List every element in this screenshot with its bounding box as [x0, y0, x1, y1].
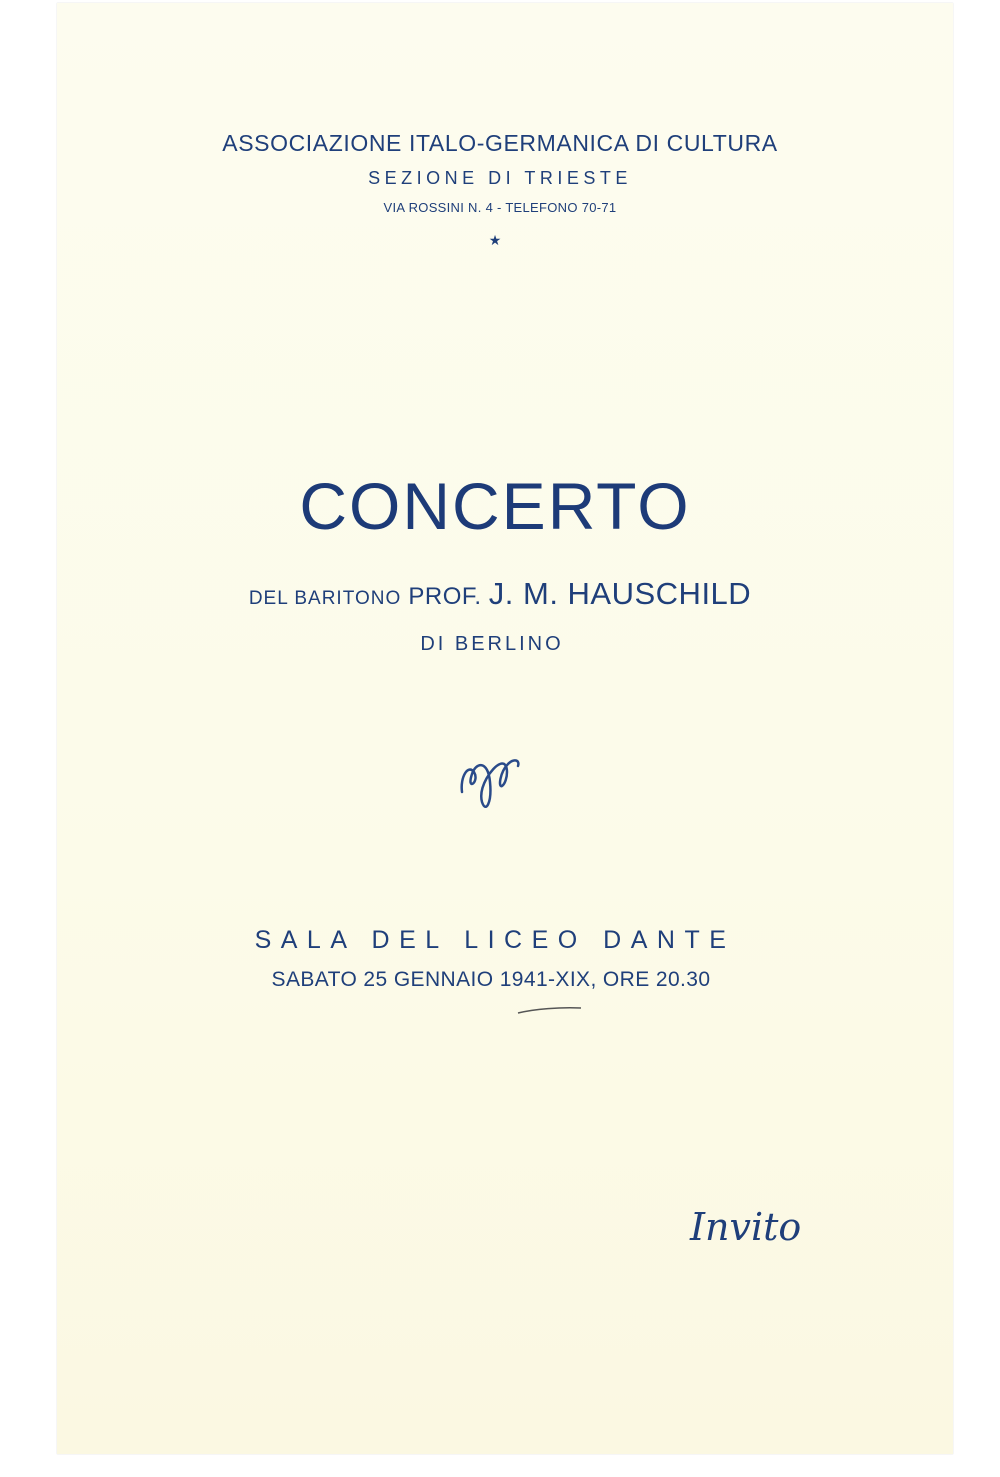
organization-name: ASSOCIAZIONE ITALO-GERMANICA DI CULTURA: [222, 130, 778, 156]
performer-title: PROF.: [408, 583, 482, 610]
address-line: VIA ROSSINI N. 4 - TELEFONO 70-71: [383, 200, 617, 215]
performer-origin: DI BERLINO: [420, 633, 564, 655]
section-name: SEZIONE DI TRIESTE: [368, 168, 632, 188]
page-title: CONCERTO: [299, 469, 691, 543]
performer-prefix: DEL BARITONO: [248, 588, 402, 609]
performer-line: [0, 576, 1000, 612]
event-datetime: SABATO 25 GENNAIO 1941-XIX, ORE 20.30: [271, 968, 711, 991]
document-page: [57, 3, 953, 1454]
venue: SALA DEL LICEO DANTE: [254, 926, 736, 954]
invitation-label: Invito: [690, 1205, 802, 1249]
ornament-icon: [458, 752, 528, 817]
performer-name: J. M. HAUSCHILD: [488, 576, 752, 611]
star-icon: ★: [488, 232, 502, 248]
pen-underline-mark: [515, 1003, 585, 1017]
